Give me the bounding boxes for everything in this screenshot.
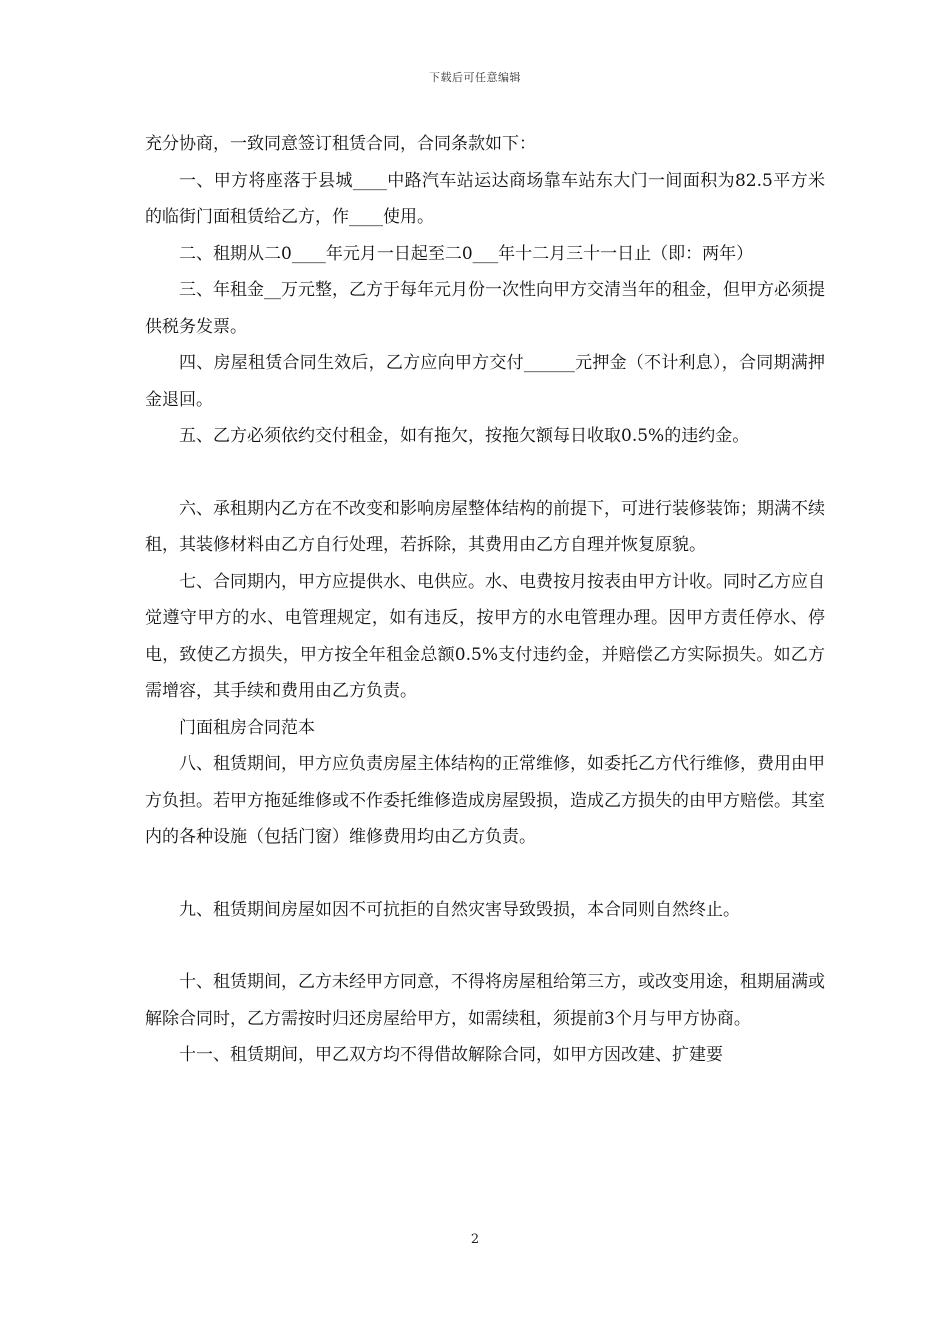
clause-4: 四、房屋租赁合同生效后，乙方应向甲方交付______元押金（不计利息），合同期满押金退回。	[145, 353, 825, 410]
document-body	[145, 126, 825, 1074]
clause-6: 六、承租期内乙方在不改变和影响房屋整体结构的前提下，可进行装修装饰；期满不续租，其装修材料由乙方自行处理，若拆除，其费用由乙方自理并恢复原貌。	[145, 498, 825, 555]
intro-paragraph: 充分协商，一致同意签订租赁合同，合同条款如下：	[145, 134, 536, 154]
page-header-note: 下载后可任意编辑	[429, 71, 521, 84]
clause-10: 十、租赁期间，乙方未经甲方同意，不得将房屋租给第三方，或改变用途，租期届满或解除合同时，乙方需按时归还房屋给甲方，如需续租，须提前3个月与甲方协商。	[145, 972, 825, 1029]
clause-2: 二、租期从二0____年元月一日起至二0___年十二月三十一日止（即：两年）	[179, 243, 754, 264]
clause-1: 一、甲方将座落于县城____中路汽车站运达商场靠车站东大门一间面积为82.5平方米的临街门面租赁给乙方，作____使用。	[145, 170, 825, 227]
section-title: 门面租房合同范本	[179, 717, 315, 738]
paragraph-spacer	[145, 856, 825, 892]
clause-8: 八、租赁期间，甲方应负责房屋主体结构的正常维修，如委托乙方代行维修，费用由甲方负担。若甲方拖延维修或不作委托维修造成房屋毁损，造成乙方损失的由甲方赔偿。其室内的各种设施（包括门窗）维修费用均由乙方负责。	[145, 754, 825, 847]
paragraph-spacer	[145, 455, 825, 491]
clause-11: 十一、租赁期间，甲乙双方均不得借故解除合同，如甲方因改建、扩建要	[179, 1045, 723, 1065]
clause-3: 三、年租金__万元整，乙方于每年元月份一次性向甲方交清当年的租金，但甲方必须提供税务发票。	[145, 280, 825, 337]
paragraph-spacer	[145, 928, 825, 964]
clause-5: 五、乙方必须依约交付租金，如有拖欠，按拖欠额每日收取0.5%的违约金。	[179, 426, 750, 446]
page-number: 2	[470, 1232, 480, 1247]
clause-9: 九、租赁期间房屋如因不可抗拒的自然灾害导致毁损，本合同则自然终止。	[179, 899, 740, 920]
clause-7: 七、合同期内，甲方应提供水、电供应。水、电费按月按表由甲方计收。同时乙方应自觉遵守甲方的水、电管理规定，如有违反，按甲方的水电管理办理。因甲方责任停水、停电，致使乙方损失，甲方按全年租金总额0.5%支付违约金，并赔偿乙方实际损失。如乙方需增容，其手续和费用由乙方负责。	[145, 571, 825, 701]
